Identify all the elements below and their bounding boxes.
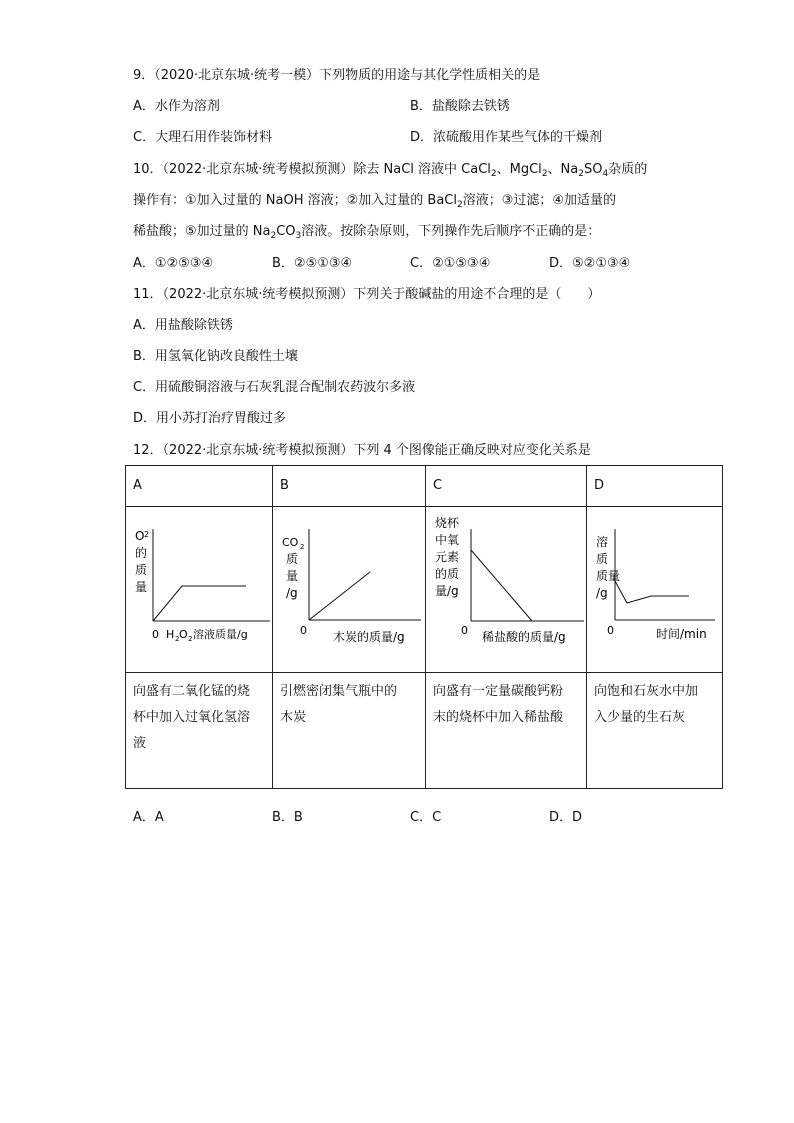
graph-b-xlabel: 木炭的质量/g [333,630,405,644]
q10-text: 10．（2022·北京东城·统考模拟预测）除去 NaCl 溶液中 CaCl [133,162,491,177]
graph-a-xlabel-sub2: 2 [188,635,193,643]
graph-c-ylabel-5: 量/g [435,584,459,598]
description-b [273,673,426,789]
graph-c-ylabel-3: 元素 [435,550,460,564]
graph-d-origin: 0 [607,624,614,637]
q10-text: 溶液。按除杂原则，下列操作先后顺序不正确的是： [301,224,601,239]
graph-c-xlabel: 稀盐酸的质量/g [482,630,566,644]
q10-text: 、MgCl [496,162,542,177]
description-line: 液 [133,736,147,751]
q9-option-b: B．盐酸除去铁锈 [410,99,510,114]
graph-d-ylabel-1: 溶 [596,535,609,549]
q12-option-d: D．D [549,810,583,825]
description-line: 引燃密闭集气瓶中的 [280,684,398,699]
graph-b-ylabel-sub: 2 [300,543,305,551]
graph-a-ylabel-sub: 2 [144,530,150,539]
q12-stem: 12．（2022·北京东城·统考模拟预测）下列 4 个图像能正确反映对应变化关系是 [133,443,591,458]
q9-option-a: A．水作为溶剂 [133,99,220,114]
q12-option-b: B．B [272,810,303,825]
graph-a-cell [126,507,273,673]
q10-line2 [133,192,616,214]
subscript: 2 [270,231,277,241]
q10-text: 杂质的 [608,162,648,177]
description-line: 杯中加入过氧化氢溶 [133,710,251,725]
subscript: 2 [490,169,497,179]
q10-text: 溶液；③过滤；④加适量的 [462,193,617,208]
graph-b-ylabel-3: /g [286,586,298,600]
graph-c-ylabel-4: 的质 [435,567,460,581]
header-d: D [587,466,723,507]
graph-c-curve [471,550,532,621]
graph-c-ylabel-1: 烧杯 [435,516,460,530]
header-a: A [126,466,273,507]
q10-option-c: C．②①⑤③④ [410,256,491,271]
q9-option-c: C．大理石用作装饰材料 [133,130,273,145]
q12-option-c: C．C [410,810,442,825]
graph-b-origin: 0 [300,624,307,637]
graph-a [126,507,272,662]
q10-text: 稀盐酸；⑤加过量的 Na [133,224,271,239]
header-c: C [426,466,587,507]
graph-a-ylabel-o: O [135,529,145,543]
subscript: 2 [456,200,463,210]
graph-d-ylabel-2: 质 [596,552,609,566]
description-c [426,673,587,789]
graph-b-ylabel-2: 量 [286,569,299,583]
q10-line1 [133,161,647,183]
q11-option-c: C．用硫酸铜溶液与石灰乳混合配制农药波尔多液 [133,380,416,395]
graph-b-curve [309,572,370,620]
q11-option-a: A．用盐酸除铁锈 [133,318,233,333]
subscript: 4 [602,169,609,179]
graph-a-ylabel-3: 量 [135,580,148,594]
graph-a-xlabel: 溶液质量/g [193,628,248,641]
q11-option-b: B．用氢氧化钠改良酸性土壤 [133,349,298,364]
q9-option-d: D．浓硫酸用作某些气体的干燥剂 [410,130,603,145]
subscript: 2 [578,169,584,179]
q12-table [125,465,723,789]
graph-a-curve [153,586,246,621]
description-line: 向盛有二氧化锰的烧 [133,684,251,699]
graph-d [587,507,722,662]
subscript: 3 [295,231,302,241]
graph-a-xlabel-sub: 2 [175,635,180,643]
graph-d-ylabel-3: 质量 [596,569,621,583]
graph-a-ylabel-2: 质 [135,563,148,577]
graph-d-cell [587,507,723,673]
q10-option-a: A．①②⑤③④ [133,256,214,271]
description-line: 末的烧杯中加入稀盐酸 [433,710,564,725]
graph-a-origin: 0 [152,628,159,641]
subscript: 2 [541,169,548,179]
q11-stem: 11．（2022·北京东城·统考模拟预测）下列关于酸碱盐的用途不合理的是（ ） [133,287,601,302]
description-line: 向盛有一定量碳酸钙粉 [433,684,564,699]
q10-text: CO [276,224,296,239]
graph-c-ylabel-2: 中氧 [435,533,460,547]
description-line: 向饱和石灰水中加 [594,684,699,699]
graph-a-xlabel-o: O [179,628,188,641]
q10-option-b: B．②⑤①③④ [272,256,353,271]
q10-option-d: D．⑤②①③④ [549,256,631,271]
graph-c [426,507,586,662]
graph-a-xlabel-h: H [166,628,175,641]
q9-stem: 9．（2020·北京东城·统考一模）下列物质的用途与其化学性质相关的是 [133,68,541,83]
graph-d-xlabel: 时间/min [656,627,707,641]
description-d [587,673,723,789]
graph-b-ylabel-co: CO [282,536,299,549]
graph-a-ylabel-1: 的 [135,546,148,560]
header-b: B [273,466,426,507]
q10-line3 [133,223,600,245]
graph-b [273,507,425,662]
description-line: 木炭 [280,710,307,725]
graph-c-cell [426,507,587,673]
graph-c-origin: 0 [461,624,468,637]
graph-b-ylabel-1: 质 [286,552,299,566]
graph-d-curve [615,581,689,603]
q12-option-a: A．A [133,810,164,825]
graph-d-ylabel-4: /g [596,586,608,600]
description-line: 入少量的生石灰 [594,710,686,725]
description-a [126,673,273,789]
q11-option-d: D．用小苏打治疗胃酸过多 [133,411,287,426]
q10-text: 、Na [547,162,579,177]
graph-b-cell [273,507,426,673]
q10-text: SO [583,162,603,177]
q10-text: 操作有：①加入过量的 NaOH 溶液；②加入过量的 BaCl [133,193,457,208]
